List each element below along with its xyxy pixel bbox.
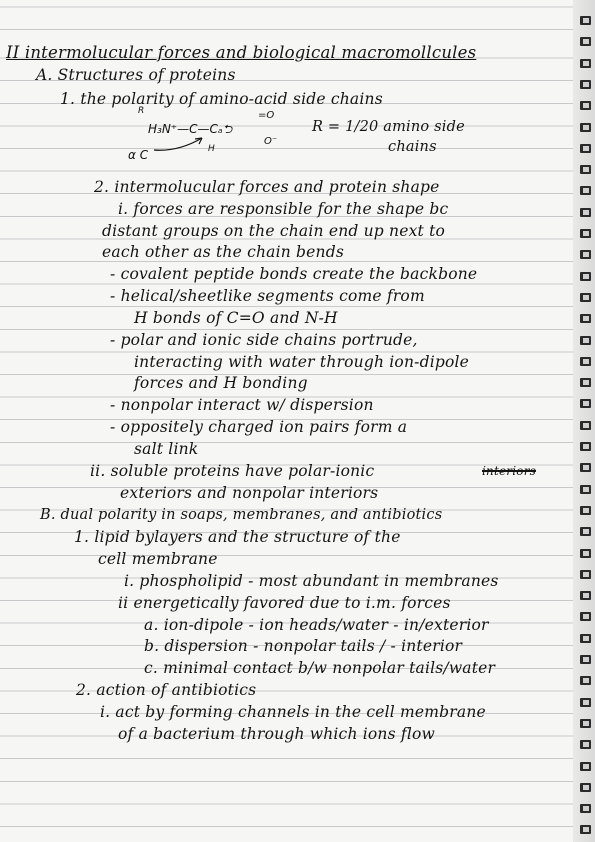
binding-ring [580,570,591,579]
item-a2-i-line1: i. forces are responsible for the shape bc [118,200,449,218]
binding-ring [580,229,591,238]
binding-ring [580,549,591,558]
binding-ring [580,16,591,25]
binding-ring [580,144,591,153]
binding-ring [580,378,591,387]
r-group-note-1: R = 1/20 amino side [312,119,465,135]
binding-ring [580,250,591,259]
binding-ring [580,485,591,494]
binding-ring [580,676,591,685]
binding-ring [580,591,591,600]
item-b2: 2. action of antibiotics [76,681,257,699]
r-group-note-2: chains [388,139,437,155]
heading-section-ii: II intermolucular forces and biological macromollcules [6,43,477,62]
item-a2-i-line3: each other as the chain bends [102,243,345,261]
bullet-nonpolar: - nonpolar interact w/ dispersion [110,396,374,414]
chem-o-minus: O⁻ [264,136,278,147]
subheading-a: A. Structures of proteins [36,66,236,84]
bullet-salt-link-line1: - oppositely charged ion pairs form a [110,418,408,436]
binding-ring [580,123,591,132]
binding-ring [580,527,591,536]
chem-formula: H₃N⁺—C—Cₐ⮌ [148,122,233,136]
alpha-carbon-arrow [150,132,210,156]
binding-ring [580,399,591,408]
chem-r-label: R [138,106,145,116]
subheading-b: B. dual polarity in soaps, membranes, and antibiotics [40,507,443,523]
bullet-polar-line1: - polar and ionic side chains portrude, [110,331,418,349]
binding-ring [580,186,591,195]
binding-ring [580,101,591,110]
bullet-polar-line3: forces and H bonding [134,374,308,392]
item-b1-ii-c: c. minimal contact b/w nonpolar tails/water [144,659,496,677]
item-b1-line1: 1. lipid bylayers and the structure of the [74,528,401,546]
binding-ring [580,825,591,834]
binding-ring [580,762,591,771]
struck-word-interiors: interiors [482,464,536,478]
binding-ring [580,506,591,515]
binding-ring [580,37,591,46]
binding-ring [580,698,591,707]
chem-alpha-c: α C [128,148,149,162]
item-a2-ii-line1: ii. soluble proteins have polar-ionic [90,462,375,480]
chem-h-label: H [208,144,215,154]
binding-ring [580,421,591,430]
spiral-binding [573,0,595,842]
chem-o-double: =O [258,110,275,121]
binding-ring [580,719,591,728]
binding-ring [580,80,591,89]
bullet-polar-line2: interacting with water through ion-dipole [134,353,470,371]
item-b2-i-line2: of a bacterium through which ions flow [118,725,435,743]
item-b1-line2: cell membrane [98,550,218,568]
item-b1-ii-a: a. ion-dipole - ion heads/water - in/exterior [144,616,489,634]
binding-ring [580,208,591,217]
item-b1-i: i. phospholipid - most abundant in membranes [124,572,499,590]
bullet-helical-line1: - helical/sheetlike segments come from [110,287,425,305]
binding-ring [580,463,591,472]
binding-ring [580,442,591,451]
binding-ring [580,357,591,366]
item-a2-i-line2: distant groups on the chain end up next to [102,222,446,240]
bullet-helical-line2: H bonds of C=O and N-H [134,309,338,327]
item-a2-ii-line2: exteriors and nonpolar interiors [120,484,379,502]
binding-ring [580,804,591,813]
binding-ring [580,314,591,323]
item-a2: 2. intermolucular forces and protein shape [94,178,440,196]
binding-ring [580,655,591,664]
binding-ring [580,783,591,792]
binding-ring [580,293,591,302]
binding-ring [580,165,591,174]
bullet-peptide: - covalent peptide bonds create the backbone [110,265,478,283]
binding-ring [580,740,591,749]
item-b2-i-line1: i. act by forming channels in the cell membrane [100,703,486,721]
binding-ring [580,612,591,621]
item-a1: 1. the polarity of amino-acid side chains [60,90,383,108]
binding-ring [580,59,591,68]
bullet-salt-link-line2: salt link [134,440,199,458]
binding-ring [580,634,591,643]
item-b1-ii-b: b. dispersion - nonpolar tails / - interior [144,637,463,655]
binding-ring [580,272,591,281]
binding-ring [580,336,591,345]
item-b1-ii: ii energetically favored due to i.m. forces [118,594,451,612]
